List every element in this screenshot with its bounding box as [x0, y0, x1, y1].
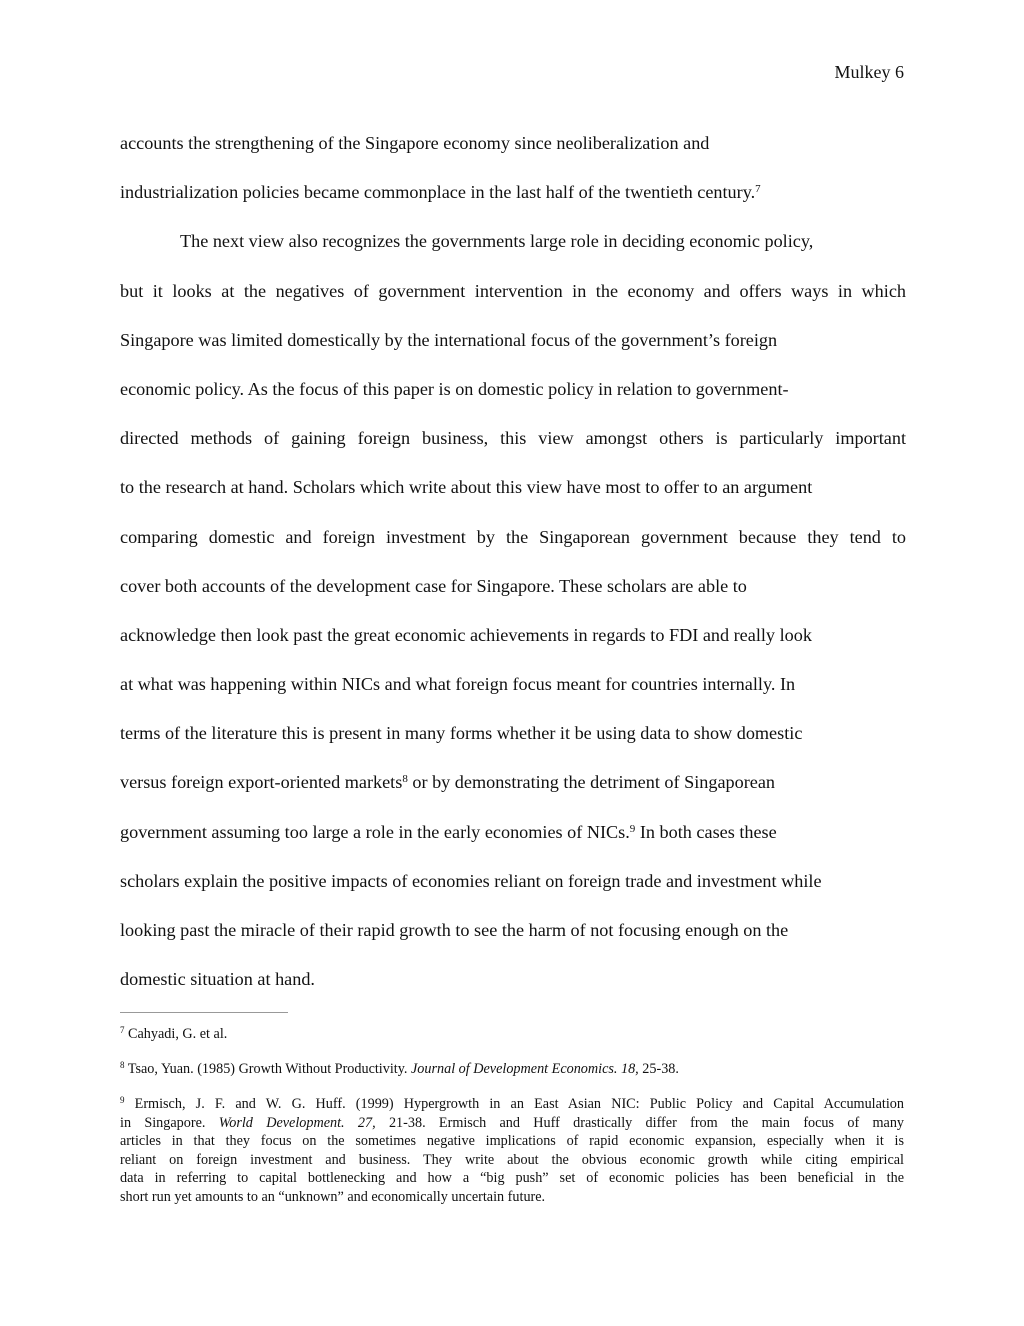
paragraph-line: comparing domestic and foreign investment by the Singaporean government because they tend to [120, 526, 906, 547]
footnote-ref-9: 9 [629, 822, 636, 835]
paragraph-line: looking past the miracle of their rapid growth to see the harm of not focusing enough on the [120, 920, 789, 940]
footnote-ref-8: 8 [402, 773, 408, 786]
paragraph-line: at what was happening within NICs and what foreign focus meant for countries internally. In [120, 674, 796, 695]
paragraph-line: Singapore was limited domestically by the international focus of the government’s foreign [120, 329, 778, 350]
footnote-separator [120, 1012, 288, 1013]
paragraph-line: government assuming too large a role in the early economies of NICs.$^9$ In both cases these [120, 821, 777, 842]
footnote-8: $^8$ Tsao, Yuan. (1985) Growth Without Productivity. Journal of Development Economics. 18, 25-38. [120, 1060, 679, 1077]
paragraph-line: domestic situation at hand. [120, 969, 315, 990]
paragraph-line: directed methods of gaining foreign business, this view amongst others is particularly important [120, 428, 906, 449]
running-head: Mulkey 6 [834, 62, 904, 82]
footnote-number: 7 [120, 1025, 125, 1035]
footnote-number: 9 [120, 1095, 125, 1105]
journal-title: World Development. 27, [218, 1114, 376, 1131]
body-text [120, 119, 906, 1004]
footnote-ref-7: 7 [755, 183, 761, 196]
paragraph-line: The next view also recognizes the governments large role in deciding economic policy, [180, 231, 814, 252]
paragraph-line: but it looks at the negatives of government intervention in the economy and offers ways in which [120, 280, 906, 301]
paragraph-line: accounts the strengthening of the Singapore economy since neoliberalization and [120, 133, 710, 153]
paragraph-line: to the research at hand. Scholars which write about this view have most to offer to an argument [120, 477, 813, 498]
footnote-7: $^7$ Cahyadi, G. et al. [120, 1025, 228, 1042]
paragraph-line: terms of the literature this is present in many forms whether it be using data to show domestic [120, 723, 803, 744]
paragraph-line: cover both accounts of the development case for Singapore. These scholars are able to [120, 575, 747, 596]
paragraph-line: economic policy. As the focus of this paper is on domestic policy in relation to government- [120, 378, 789, 399]
footnote-number: 8 [120, 1060, 125, 1070]
paragraph-line: industrialization policies became commonplace in the last half of the twentieth century.$^7$ [120, 182, 761, 203]
footnote-9: $^9$ Ermisch, J. F. and W. G. Huff. (1999) Hypergrowth in an East Asian NIC: Public Policy and Capital Accumulation in Singapore. World Development. 27, 21-38. Ermisch and Huff drastically differ from the main focus of many articles in that they focus on the sometimes negative implications of rapid economic expansion, especially when it is reliant on foreign investment and business. They write about the obvious economic growth while citing empirical data in referring to capital bottlenecking and how a “big push” set of economic policies has been beneficial in the short run yet amounts to an “unknown” and economically uncertain future. [120, 1095, 905, 1205]
journal-title: Journal of Development Economics. 18, [411, 1061, 639, 1077]
paragraph-line: versus foreign export-oriented markets$^8$ or by demonstrating the detriment of Singaporean [120, 772, 776, 793]
paragraph-line: acknowledge then look past the great economic achievements in regards to FDI and really look [120, 624, 812, 645]
paragraph-line: scholars explain the positive impacts of economies reliant on foreign trade and investment while [120, 870, 822, 891]
